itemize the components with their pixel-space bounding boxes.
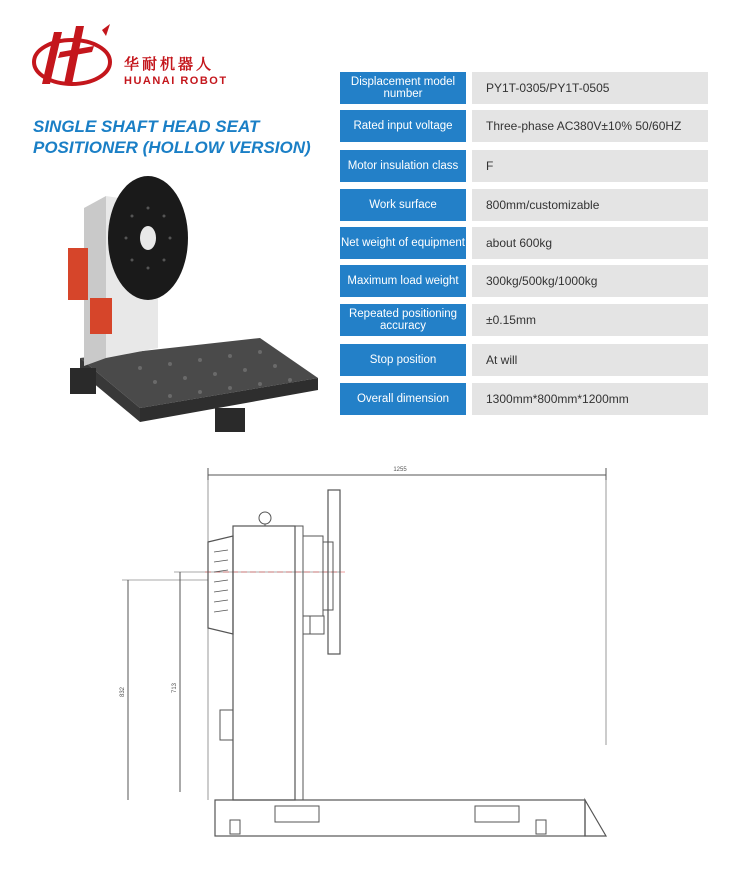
spec-label: Motor insulation class xyxy=(340,150,466,182)
spec-value: about 600kg xyxy=(472,227,708,259)
spec-row xyxy=(340,304,708,336)
spec-row xyxy=(340,344,708,376)
spec-row xyxy=(340,150,708,182)
brand-name-cn: 华耐机器人 xyxy=(124,55,215,73)
dimension-height-center-label: 713 xyxy=(172,682,178,694)
spec-value: At will xyxy=(472,344,708,376)
spec-label: Overall dimension xyxy=(340,383,466,415)
spec-row xyxy=(340,72,708,104)
spec-label: Repeated positioning accuracy xyxy=(340,304,466,336)
spec-row xyxy=(340,227,708,259)
dimension-height-total-label: 832 xyxy=(120,686,126,698)
spec-value: 1300mm*800mm*1200mm xyxy=(472,383,708,415)
spec-label: Displacement model number xyxy=(340,72,466,104)
spec-label: Work surface xyxy=(340,189,466,221)
spec-value: ±0.15mm xyxy=(472,304,708,336)
product-title-line-2: POSITIONER (HOLLOW VERSION) xyxy=(33,138,311,157)
spec-row xyxy=(340,189,708,221)
brand-name-en: HUANAI ROBOT xyxy=(124,75,228,87)
spec-row xyxy=(340,383,708,415)
spec-value: 800mm/customizable xyxy=(472,189,708,221)
spec-label: Stop position xyxy=(340,344,466,376)
spec-value: 300kg/500kg/1000kg xyxy=(472,265,708,297)
spec-value: PY1T-0305/PY1T-0505 xyxy=(472,72,708,104)
technical-drawing xyxy=(100,460,620,845)
spec-row xyxy=(340,110,708,142)
spec-label: Maximum load weight xyxy=(340,265,466,297)
spec-row xyxy=(340,265,708,297)
dimension-width-label: 1255 xyxy=(393,467,407,473)
spec-value: Three-phase AC380V±10% 50/60HZ xyxy=(472,110,708,142)
product-photo xyxy=(60,168,330,440)
product-title xyxy=(33,116,333,158)
spec-value: F xyxy=(472,150,708,182)
brand-logo xyxy=(32,22,228,92)
spec-label: Net weight of equipment xyxy=(340,227,466,259)
product-title-line-1: SINGLE SHAFT HEAD SEAT xyxy=(33,117,260,136)
spec-label: Rated input voltage xyxy=(340,110,466,142)
huanai-logo-icon xyxy=(32,22,124,92)
